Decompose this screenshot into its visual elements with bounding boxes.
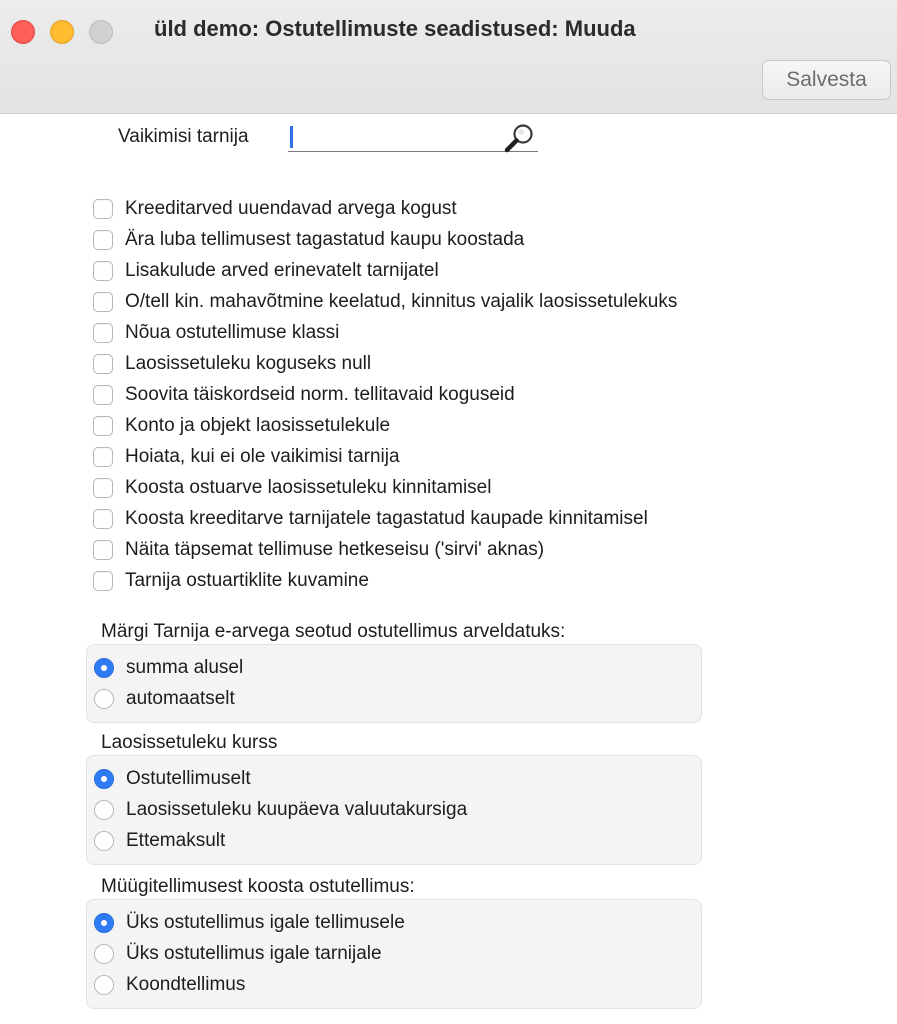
checkbox-row[interactable] [93, 441, 873, 472]
radio-unselected[interactable] [94, 944, 114, 964]
checkbox-label: Nõua ostutellimuse klassi [125, 321, 340, 343]
checkbox-row[interactable] [93, 472, 873, 503]
radio-selected[interactable] [94, 658, 114, 678]
window-title: üld demo: Ostutellimuste seadistused: Muuda [154, 16, 636, 41]
radio-label: summa alusel [126, 656, 244, 678]
checkbox-label: Lisakulude arved erinevatelt tarnijatel [125, 259, 439, 281]
radio-selected[interactable] [94, 913, 114, 933]
magnifier-icon[interactable] [502, 122, 536, 154]
checkbox-row[interactable] [93, 379, 873, 410]
minimize-window-icon[interactable] [50, 20, 74, 44]
radio-label: Ettemaksult [126, 829, 226, 851]
radio-unselected[interactable] [94, 800, 114, 820]
text-caret [290, 126, 293, 148]
radio-unselected[interactable] [94, 975, 114, 995]
einvoice-settle-group [86, 644, 702, 723]
sales-to-purchase-group-title: Müügitellimusest koosta ostutellimus: [101, 876, 415, 897]
checkbox-label: Laosissetuleku koguseks null [125, 352, 372, 374]
checkbox[interactable] [93, 447, 113, 467]
checkbox-label: Soovita täiskordseid norm. tellitavaid koguseid [125, 383, 515, 405]
checkbox-label: Hoiata, kui ei ole vaikimisi tarnija [125, 445, 400, 467]
radio-option[interactable] [94, 825, 701, 856]
sales-to-purchase-group [86, 899, 702, 1009]
checkbox-row[interactable] [93, 503, 873, 534]
einvoice-settle-group-title: Märgi Tarnija e-arvega seotud ostutellimus arveldatuks: [101, 621, 566, 642]
checkbox-label: O/tell kin. mahavõtmine keelatud, kinnitus vajalik laosissetulekuks [125, 290, 678, 312]
checkbox[interactable] [93, 416, 113, 436]
checkbox[interactable] [93, 292, 113, 312]
checkbox-label: Näita täpsemat tellimuse hetkeseisu ('sirvi' aknas) [125, 538, 545, 560]
checkbox-label: Koosta ostuarve laosissetuleku kinnitamisel [125, 476, 492, 498]
checkbox-row[interactable] [93, 255, 873, 286]
checkbox-row[interactable] [93, 193, 873, 224]
default-supplier-label: Vaikimisi tarnija [118, 126, 249, 147]
checkbox[interactable] [93, 509, 113, 529]
radio-option[interactable] [94, 763, 701, 794]
checkbox[interactable] [93, 571, 113, 591]
checkbox[interactable] [93, 199, 113, 219]
radio-label: Üks ostutellimus igale tellimusele [126, 911, 405, 933]
radio-option[interactable] [94, 969, 701, 1000]
radio-label: Koondtellimus [126, 973, 246, 995]
radio-option[interactable] [94, 907, 701, 938]
receipt-rate-group-title: Laosissetuleku kurss [101, 732, 278, 753]
checkbox-row[interactable] [93, 534, 873, 565]
radio-option[interactable] [94, 683, 701, 714]
save-button[interactable]: Salvesta [762, 60, 891, 100]
default-supplier-input[interactable] [288, 122, 538, 152]
checkbox-label: Ära luba tellimusest tagastatud kaupu koostada [125, 228, 525, 250]
checkbox[interactable] [93, 385, 113, 405]
checkbox[interactable] [93, 540, 113, 560]
checkbox[interactable] [93, 230, 113, 250]
settings-checkbox-list [93, 193, 873, 596]
checkbox-row[interactable] [93, 286, 873, 317]
radio-unselected[interactable] [94, 689, 114, 709]
radio-option[interactable] [94, 938, 701, 969]
checkbox[interactable] [93, 323, 113, 343]
radio-label: automaatselt [126, 687, 235, 709]
checkbox-row[interactable] [93, 565, 873, 596]
checkbox-row[interactable] [93, 410, 873, 441]
checkbox-label: Konto ja objekt laosissetulekule [125, 414, 391, 436]
close-window-icon[interactable] [11, 20, 35, 44]
checkbox-row[interactable] [93, 317, 873, 348]
radio-label: Ostutellimuselt [126, 767, 251, 789]
radio-selected[interactable] [94, 769, 114, 789]
radio-option[interactable] [94, 652, 701, 683]
zoom-window-icon[interactable] [89, 20, 113, 44]
checkbox-label: Koosta kreeditarve tarnijatele tagastatud kaupade kinnitamisel [125, 507, 648, 529]
checkbox-row[interactable] [93, 348, 873, 379]
checkbox-row[interactable] [93, 224, 873, 255]
checkbox-label: Kreeditarved uuendavad arvega kogust [125, 197, 457, 219]
receipt-rate-group [86, 755, 702, 865]
radio-unselected[interactable] [94, 831, 114, 851]
checkbox-label: Tarnija ostuartiklite kuvamine [125, 569, 369, 591]
checkbox[interactable] [93, 478, 113, 498]
radio-label: Laosissetuleku kuupäeva valuutakursiga [126, 798, 468, 820]
window-titlebar [0, 0, 897, 114]
radio-label: Üks ostutellimus igale tarnijale [126, 942, 382, 964]
radio-option[interactable] [94, 794, 701, 825]
checkbox[interactable] [93, 261, 113, 281]
checkbox[interactable] [93, 354, 113, 374]
